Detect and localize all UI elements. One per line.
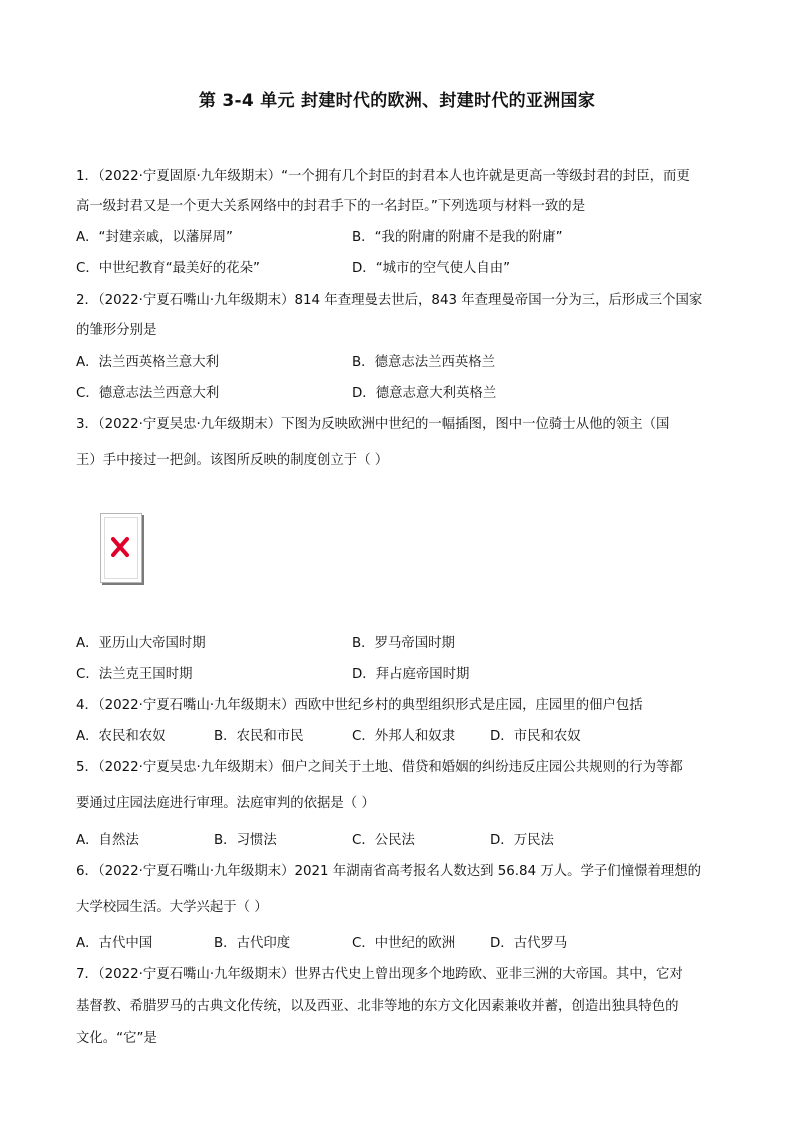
question-1-option-a: A．“封建亲戚，以藩屏周”: [76, 230, 233, 245]
question-4-option-c: C．外邦人和奴隶: [352, 729, 456, 744]
broken-image-placeholder: [100, 513, 142, 583]
question-2-line-1: 2．（2022·宁夏石嘴山·九年级期末）814 年查理曼去世后，843 年查理曼帝国一分为三，后形成三个国家: [76, 293, 703, 308]
question-6-option-b: B．古代印度: [214, 936, 291, 951]
question-4-option-a: A．农民和农奴: [76, 729, 166, 744]
question-5-option-d: D．万民法: [490, 833, 554, 848]
page-title: 第 3-4 单元 封建时代的欧洲、封建时代的亚洲国家: [198, 91, 596, 111]
question-3-line-1: 3．（2022·宁夏吴忠·九年级期末）下图为反映欧洲中世纪的一幅插图，图中一位骑士从他的领主（国: [76, 417, 670, 432]
question-3-option-d: D．拜占庭帝国时期: [352, 667, 470, 682]
question-1-option-d: D．“城市的空气使人自由”: [352, 261, 511, 276]
question-5-option-b: B．习惯法: [214, 833, 277, 848]
question-2-option-a: A．法兰西英格兰意大利: [76, 355, 220, 370]
question-6-option-c: C．中世纪的欧洲: [352, 936, 456, 951]
question-3-line-2: 王）手中接过一把剑。该图所反映的制度创立于（ ）: [76, 453, 389, 468]
question-1-option-b: B．“我的附庸的附庸不是我的附庸”: [352, 230, 563, 245]
question-5-line-2: 要通过庄园法庭进行审理。法庭审判的依据是（ ）: [76, 796, 375, 811]
question-5-option-a: A．自然法: [76, 833, 139, 848]
question-2-line-2: 的雏形分别是: [76, 323, 157, 338]
question-3-option-a: A．亚历山大帝国时期: [76, 636, 206, 651]
question-7-line-3: 文化。“它”是: [76, 1031, 157, 1046]
question-5-line-1: 5．（2022·宁夏吴忠·九年级期末）佃户之间关于土地、借贷和婚姻的纠纷违反庄园公共规则的行为等都: [76, 760, 683, 775]
question-6-option-d: D．古代罗马: [490, 936, 568, 951]
question-3-option-c: C．法兰克王国时期: [76, 667, 193, 682]
question-6-option-a: A．古代中国: [76, 936, 153, 951]
question-3-option-b: B．罗马帝国时期: [352, 636, 455, 651]
question-2-option-c: C．德意志法兰西意大利: [76, 386, 220, 401]
question-4-option-b: B．农民和市民: [214, 729, 304, 744]
question-6-line-2: 大学校园生活。大学兴起于（ ）: [76, 900, 268, 915]
question-1-line-1: 1．（2022·宁夏固原·九年级期末）“一个拥有几个封臣的封君本人也许就是更高一等级封君的封臣，而更: [76, 169, 690, 184]
question-2-option-b: B．德意志法兰西英格兰: [352, 355, 496, 370]
question-1-option-c: C．中世纪教育“最美好的花朵”: [76, 261, 260, 276]
question-4-line-1: 4．（2022·宁夏石嘴山·九年级期末）西欧中世纪乡村的典型组织形式是庄园，庄园里的佃户包括: [76, 698, 643, 713]
question-5-option-c: C．公民法: [352, 833, 415, 848]
question-6-line-1: 6．（2022·宁夏石嘴山·九年级期末）2021 年湖南省高考报名人数达到 56.84 万人。学子们憧憬着理想的: [76, 864, 702, 879]
question-7-line-1: 7．（2022·宁夏石嘴山·九年级期末）世界古代史上曾出现多个地跨欧、亚非三洲的大帝国。其中，它对: [76, 967, 683, 982]
question-7-line-2: 基督教、希腊罗马的古典文化传统，以及西亚、北非等地的东方文化因素兼收并蓄，创造出独具特色的: [76, 999, 679, 1014]
question-4-option-d: D．市民和农奴: [490, 729, 581, 744]
question-2-option-d: D．德意志意大利英格兰: [352, 386, 497, 401]
question-1-line-2: 高一级封君又是一个更大关系网络中的封君手下的一名封臣。”下列选项与材料一致的是: [76, 199, 586, 214]
broken-image-icon: [110, 536, 130, 558]
